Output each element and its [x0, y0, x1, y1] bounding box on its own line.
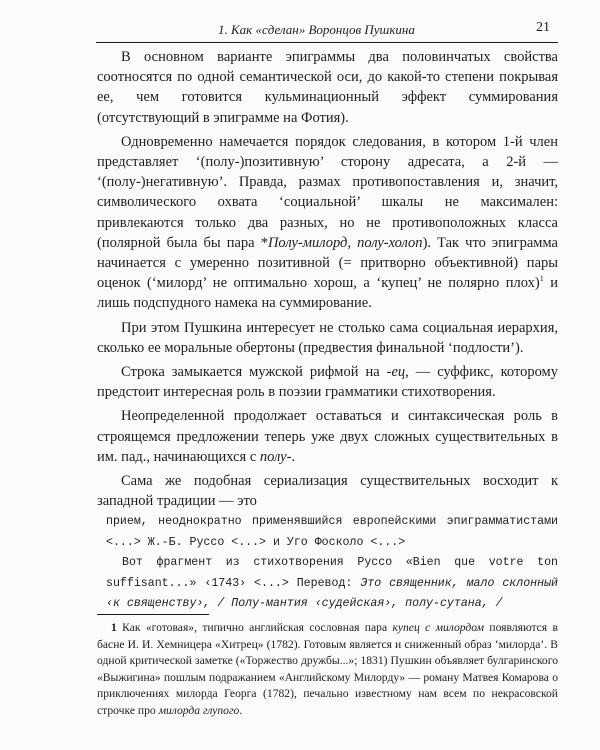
quote-2-italic: Это священник, мало склонный ‹к священству›, / Полу-мантия ‹судейская›, полу-сутана, /	[106, 576, 558, 610]
footnote-1	[97, 620, 558, 720]
running-head-title: 1. Как «сделан» Воронцов Пушкина	[218, 22, 415, 37]
paragraph-2	[97, 132, 558, 314]
paragraph-6	[97, 471, 558, 511]
paragraph-5-italic: полу-	[259, 448, 292, 465]
paragraph-6-text: Сама же подобная сериализация существительных восходит к западной традиции — это	[97, 473, 558, 510]
paragraph-3	[97, 318, 558, 358]
footnote-text-c: .	[239, 703, 243, 717]
block-quote	[106, 512, 558, 615]
footnote-reference: 1	[539, 274, 544, 284]
quote-2-text: Вот фрагмент из стихотворения Руссо «Bien que votre ton suffisant...» ‹1743› <...> Перевод:	[106, 556, 558, 590]
paragraph-1-text: В основном варианте эпиграммы два половинчатых свойства соотносятся по одной семантической оси, до какой-то степени покрывая ее, чем готовится кульминационный эффект суммирования (отсутствующий в эпиграмме на Фотия).	[97, 49, 558, 126]
paragraph-2-text-c: и лишь подспудного намека на суммирование.	[97, 275, 559, 312]
page-number: 21	[536, 20, 550, 35]
footnotes	[97, 620, 558, 720]
footnote-italic-1: купец с милордом	[392, 621, 485, 634]
paragraph-1	[97, 47, 558, 128]
paragraph-4-text-b: , — суффикс, которому предстоит интересная роль в поэзии грамматики стихотворения.	[97, 364, 558, 401]
paragraph-5-text-a: Неопределенной продолжает оставаться и синтаксическая роль в строящемся предложении теперь уже двух сложных существительных в им. пад., начинающихся с	[97, 408, 558, 465]
footnote-text-b: появляются в басне И. И. Хемницера «Хитрец» (1782). Готовым является и сниженный образ ‘милорда’. В одной критической заметке («Торжество дружбы...»; 1831) Пушкин объявляет булгаринского «Выжигина» пошлым подражанием «Английскому Милорду» — роману Матвея Комарова о приключениях милорда Георга (1782), печально известному нам всем по некрасовской строчке про	[97, 621, 558, 717]
quote-paragraph-2	[106, 553, 558, 615]
footnote-italic-2: милорда глупого	[158, 703, 240, 717]
paragraph-5	[97, 406, 558, 467]
paragraph-4-text-a: Строка замыкается мужской рифмой на	[121, 364, 387, 381]
paragraph-3-text: При этом Пушкина интересует не столько сама социальная иерархия, сколько ее моральные обертоны (предвестия финальной ‘подлости’).	[97, 319, 558, 356]
running-head	[96, 20, 558, 43]
quote-paragraph-1	[106, 512, 558, 553]
paragraph-5-text-b: .	[291, 448, 296, 465]
footnote-mark: 1	[111, 621, 117, 634]
paragraph-2-italic: Полу-милорд, полу-холоп	[267, 234, 423, 251]
paragraph-2-text-b: ). Так что эпиграмма начинается с умеренно позитивной (= притворно объективной) пары оценок (‘милорд’ не оптимально хорош, а ‘купец’ не полярно плох)	[97, 234, 558, 292]
paragraph-4-italic: -ец	[386, 364, 406, 381]
paragraph-2-text-a: Одновременно намечается порядок следования, в котором 1-й член представляет ‘(полу-)позитивную’ сторону адресата, а 2-й — ‘(полу-)негативную’. Правда, размах противопоставления и, значит, символического охвата ‘социальной’ шкалы не максимален: привлекаются только два разных, но не противоположных класса (полярной была бы пара *	[97, 133, 558, 251]
main-text	[97, 47, 558, 515]
quote-1-text: прием, неоднократно применявшийся европейскими эпиграмматистами <...> Ж.-Б. Руссо <...> и Уго Фосколо <...>	[106, 515, 558, 549]
footnote-text-a: Как «готовая», типично английская сословная пара	[116, 621, 393, 634]
footnote-divider	[97, 614, 209, 615]
paragraph-4	[97, 362, 558, 402]
